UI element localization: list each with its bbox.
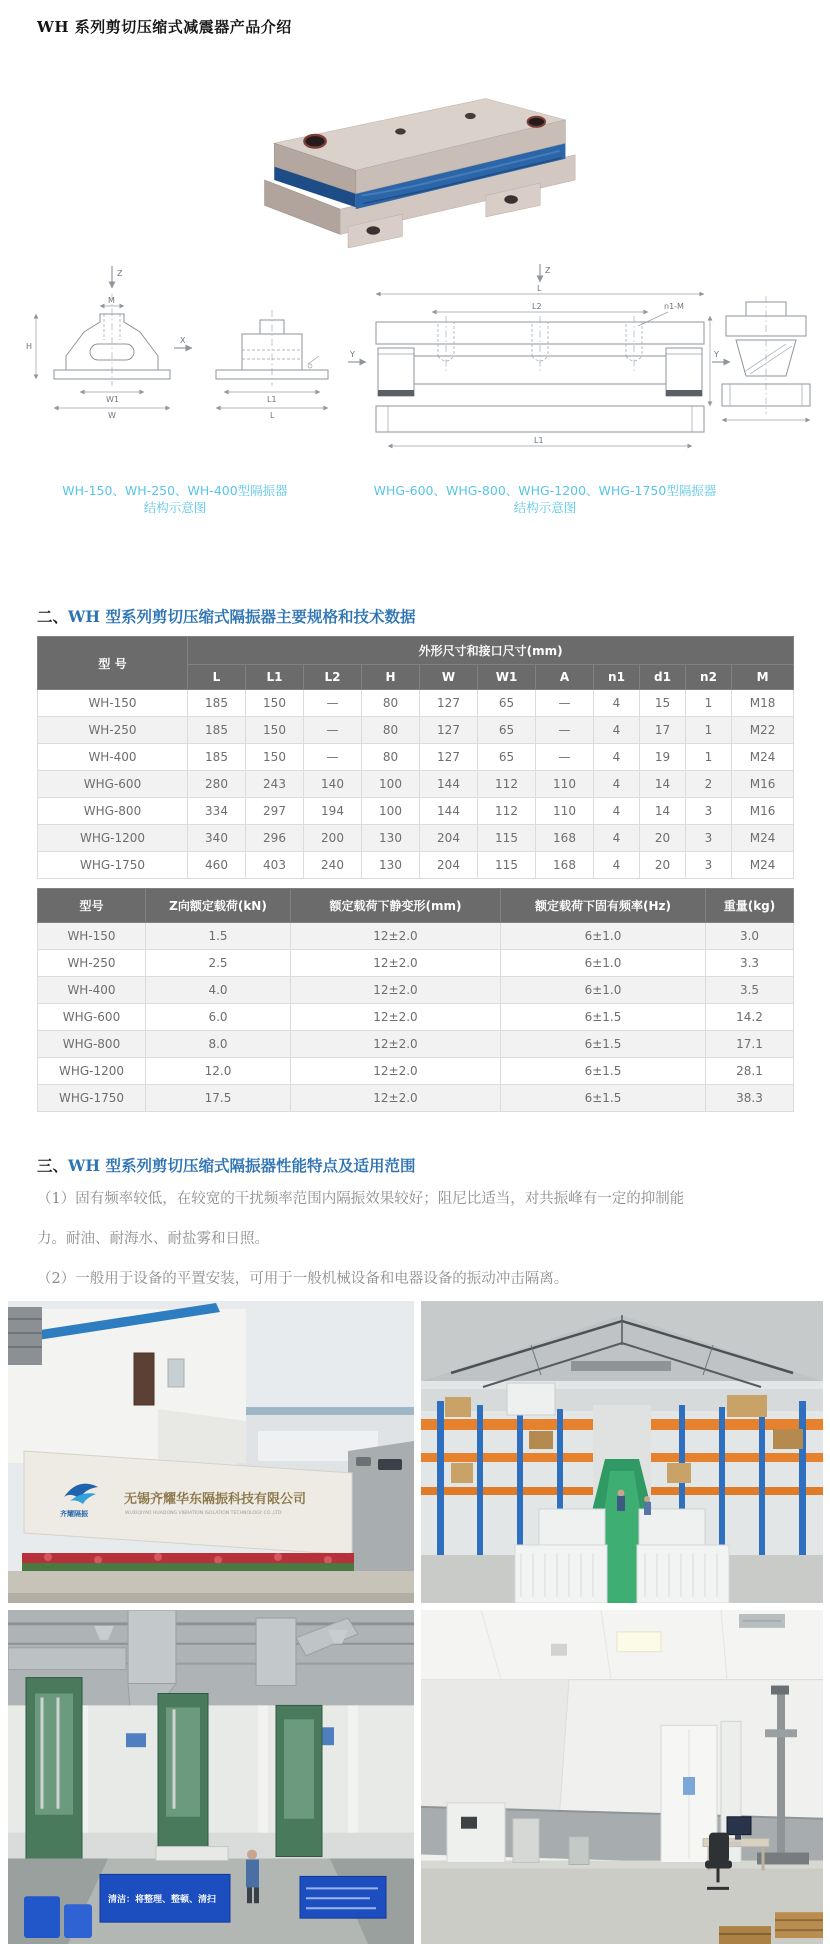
value-cell: 12±2.0 bbox=[291, 977, 501, 1004]
model-cell: WH-250 bbox=[38, 950, 146, 977]
photo-test-lab bbox=[421, 1610, 823, 1944]
value-cell: 144 bbox=[420, 798, 478, 825]
caption-line-2: 结构示意图 bbox=[20, 499, 330, 516]
model-cell: WHG-1200 bbox=[38, 825, 188, 852]
value-cell: M22 bbox=[732, 717, 794, 744]
dimension-column-header: n2 bbox=[686, 665, 732, 690]
value-cell: 6±1.0 bbox=[501, 923, 706, 950]
value-cell: 297 bbox=[246, 798, 304, 825]
value-cell: 4 bbox=[594, 825, 640, 852]
dimension-column-header: n1 bbox=[594, 665, 640, 690]
value-cell: 38.3 bbox=[706, 1085, 794, 1112]
value-cell: 12±2.0 bbox=[291, 1004, 501, 1031]
axis-y-label: Y bbox=[349, 350, 355, 359]
value-cell: 12±2.0 bbox=[291, 950, 501, 977]
value-cell: 127 bbox=[420, 717, 478, 744]
value-cell: 115 bbox=[478, 852, 536, 879]
table-row bbox=[38, 744, 794, 771]
value-cell: 110 bbox=[536, 771, 594, 798]
value-cell: 17.5 bbox=[146, 1085, 291, 1112]
model-cell: WHG-600 bbox=[38, 1004, 146, 1031]
model-cell: WHG-800 bbox=[38, 798, 188, 825]
dimension-column-header: d1 bbox=[640, 665, 686, 690]
dim-l-label: L bbox=[537, 284, 542, 293]
warehouse-image bbox=[421, 1301, 823, 1603]
value-cell: 3 bbox=[686, 852, 732, 879]
dimension-column-header: H bbox=[362, 665, 420, 690]
value-cell: 4.0 bbox=[146, 977, 291, 1004]
value-cell: — bbox=[304, 717, 362, 744]
photo-company-entrance bbox=[8, 1301, 414, 1603]
value-cell: 6±1.5 bbox=[501, 1058, 706, 1085]
caption-line-1: WH-150、WH-250、WH-400型隔振器 bbox=[20, 482, 330, 499]
value-cell: M18 bbox=[732, 690, 794, 717]
table-row bbox=[38, 1085, 794, 1112]
value-cell: 115 bbox=[478, 825, 536, 852]
drawing-captions bbox=[20, 482, 830, 516]
section-2-heading bbox=[37, 606, 830, 628]
thread-spec-label: n1-M bbox=[664, 302, 684, 311]
value-cell: 20 bbox=[640, 852, 686, 879]
value-cell: 3.3 bbox=[706, 950, 794, 977]
value-cell: — bbox=[536, 717, 594, 744]
axis-x-label: X bbox=[180, 336, 186, 345]
model-cell: WH-400 bbox=[38, 744, 188, 771]
model-cell: WHG-1750 bbox=[38, 852, 188, 879]
value-cell: 4 bbox=[594, 852, 640, 879]
value-cell: 4 bbox=[594, 798, 640, 825]
dim-l-label: L bbox=[270, 411, 275, 420]
value-cell: 12±2.0 bbox=[291, 1085, 501, 1112]
lab-ceiling bbox=[421, 1610, 823, 1680]
table-row bbox=[38, 798, 794, 825]
axis-y-label: Y bbox=[713, 350, 719, 359]
value-cell: 112 bbox=[478, 798, 536, 825]
value-cell: 80 bbox=[362, 690, 420, 717]
value-cell: 28.1 bbox=[706, 1058, 794, 1085]
value-cell: 6±1.0 bbox=[501, 977, 706, 1004]
value-cell: M16 bbox=[732, 771, 794, 798]
model-cell: WH-150 bbox=[38, 690, 188, 717]
model-cell: WH-400 bbox=[38, 977, 146, 1004]
value-cell: 12.0 bbox=[146, 1058, 291, 1085]
model-cell: WH-250 bbox=[38, 717, 188, 744]
load-column-header: 型号 bbox=[38, 889, 146, 923]
value-cell: 14 bbox=[640, 771, 686, 798]
load-data-table bbox=[37, 888, 794, 1112]
value-cell: 1 bbox=[686, 690, 732, 717]
table-row bbox=[38, 977, 794, 1004]
value-cell: 194 bbox=[304, 798, 362, 825]
load-column-header: 额定载荷下固有频率(Hz) bbox=[501, 889, 706, 923]
value-cell: 168 bbox=[536, 852, 594, 879]
value-cell: 12±2.0 bbox=[291, 1058, 501, 1085]
value-cell: 150 bbox=[246, 744, 304, 771]
section-title: WH 型系列剪切压缩式隔振器性能特点及适用范围 bbox=[68, 1156, 415, 1175]
company-sign-text-en: WUXIQIYAO HUADONG VIBRATION ISOLATION TECHNOLOGY CO.,LTD bbox=[125, 1510, 282, 1516]
value-cell: 80 bbox=[362, 717, 420, 744]
caption-wh-models bbox=[20, 482, 330, 516]
table-row bbox=[38, 771, 794, 798]
value-cell: 296 bbox=[246, 825, 304, 852]
model-cell: WHG-800 bbox=[38, 1031, 146, 1058]
value-cell: 65 bbox=[478, 744, 536, 771]
value-cell: 8.0 bbox=[146, 1031, 291, 1058]
dim-l2-label: L2 bbox=[532, 302, 542, 311]
wh-side-view-drawing bbox=[216, 310, 328, 420]
value-cell: 17.1 bbox=[706, 1031, 794, 1058]
value-cell: 112 bbox=[478, 771, 536, 798]
value-cell: 150 bbox=[246, 717, 304, 744]
value-cell: 3.0 bbox=[706, 923, 794, 950]
dimension-column-header: L1 bbox=[246, 665, 304, 690]
value-cell: 100 bbox=[362, 798, 420, 825]
model-column-header: 型 号 bbox=[38, 637, 188, 690]
dim-h-label: H bbox=[26, 342, 32, 351]
warehouse-roof bbox=[421, 1301, 823, 1387]
value-cell: 2.5 bbox=[146, 950, 291, 977]
value-cell: 185 bbox=[188, 717, 246, 744]
table-row bbox=[38, 717, 794, 744]
value-cell: 6±1.5 bbox=[501, 1085, 706, 1112]
dim-m-label: M bbox=[108, 296, 115, 305]
value-cell: 6±1.5 bbox=[501, 1004, 706, 1031]
dimension-column-header: W bbox=[420, 665, 478, 690]
value-cell: — bbox=[536, 744, 594, 771]
value-cell: 1 bbox=[686, 717, 732, 744]
value-cell: 4 bbox=[594, 771, 640, 798]
axis-z-label: Z bbox=[545, 266, 551, 275]
whg-end-view-drawing bbox=[710, 296, 810, 420]
value-cell: 65 bbox=[478, 717, 536, 744]
value-cell: — bbox=[536, 690, 594, 717]
value-cell: M24 bbox=[732, 852, 794, 879]
company-sign-text: 无锡齐耀华东隔振科技有限公司 bbox=[124, 1491, 306, 1507]
value-cell: — bbox=[304, 744, 362, 771]
dimension-column-header: L bbox=[188, 665, 246, 690]
logo-text: 齐耀隔振 bbox=[60, 1509, 88, 1518]
value-cell: 4 bbox=[594, 744, 640, 771]
section-title: WH 型系列剪切压缩式隔振器主要规格和技术数据 bbox=[68, 607, 415, 626]
value-cell: 4 bbox=[594, 717, 640, 744]
company-entrance-image bbox=[8, 1301, 414, 1603]
value-cell: 334 bbox=[188, 798, 246, 825]
whg-front-view-drawing bbox=[348, 264, 730, 446]
table-row bbox=[38, 950, 794, 977]
office-building bbox=[8, 1303, 246, 1463]
value-cell: 3 bbox=[686, 825, 732, 852]
model-cell: WHG-1200 bbox=[38, 1058, 146, 1085]
value-cell: 243 bbox=[246, 771, 304, 798]
value-cell: 65 bbox=[478, 690, 536, 717]
section-3-heading bbox=[37, 1155, 830, 1177]
dim-l1-label: L1 bbox=[534, 436, 544, 445]
structure-drawings bbox=[20, 258, 812, 480]
section-number: 二、 bbox=[37, 607, 68, 626]
dimension-column-header: M bbox=[732, 665, 794, 690]
value-cell: 17 bbox=[640, 717, 686, 744]
value-cell: 204 bbox=[420, 825, 478, 852]
value-cell: M24 bbox=[732, 744, 794, 771]
dim-l1-label: L1 bbox=[267, 395, 277, 404]
paragraph-2: （2）一般用于设备的平置安装，可用于一般机械设备和电器设备的振动冲击隔离。 bbox=[37, 1259, 793, 1299]
value-cell: M16 bbox=[732, 798, 794, 825]
dim-w1-label: W1 bbox=[106, 395, 119, 404]
table-row bbox=[38, 852, 794, 879]
value-cell: 1.5 bbox=[146, 923, 291, 950]
caption-line-2: 结构示意图 bbox=[330, 499, 760, 516]
value-cell: 140 bbox=[304, 771, 362, 798]
product-photo-shock-absorber bbox=[250, 83, 580, 248]
value-cell: 460 bbox=[188, 852, 246, 879]
value-cell: 19 bbox=[640, 744, 686, 771]
value-cell: 150 bbox=[246, 690, 304, 717]
value-cell: 403 bbox=[246, 852, 304, 879]
factory-sign-text: 清洁：将整理、整顿、清扫 bbox=[108, 1893, 216, 1905]
value-cell: 127 bbox=[420, 744, 478, 771]
model-cell: WH-150 bbox=[38, 923, 146, 950]
value-cell: 6.0 bbox=[146, 1004, 291, 1031]
value-cell: 4 bbox=[594, 690, 640, 717]
dimension-column-header: A bbox=[536, 665, 594, 690]
test-lab-image bbox=[421, 1610, 823, 1944]
value-cell: 100 bbox=[362, 771, 420, 798]
axis-z-label: Z bbox=[117, 269, 123, 278]
value-cell: 204 bbox=[420, 852, 478, 879]
flower-bed bbox=[22, 1553, 354, 1571]
group-column-header: 外形尺寸和接口尺寸(mm) bbox=[188, 637, 794, 665]
paragraph-1-line-1: （1）固有频率较低，在较宽的干扰频率范围内隔振效果较好；阻尼比适当，对共振峰有一定的抑制能 bbox=[37, 1179, 793, 1219]
value-cell: 3 bbox=[686, 798, 732, 825]
model-cell: WHG-600 bbox=[38, 771, 188, 798]
factory-workshop-image bbox=[8, 1610, 414, 1944]
value-cell: 185 bbox=[188, 744, 246, 771]
value-cell: 80 bbox=[362, 744, 420, 771]
value-cell: 14 bbox=[640, 798, 686, 825]
value-cell: 130 bbox=[362, 825, 420, 852]
value-cell: 340 bbox=[188, 825, 246, 852]
press-machines bbox=[26, 1678, 322, 1861]
value-cell: 14.2 bbox=[706, 1004, 794, 1031]
value-cell: 144 bbox=[420, 771, 478, 798]
value-cell: 2 bbox=[686, 771, 732, 798]
table-row bbox=[38, 1004, 794, 1031]
value-cell: 127 bbox=[420, 690, 478, 717]
page-title: WH 系列剪切压缩式减震器产品介绍 bbox=[37, 18, 830, 37]
value-cell: M24 bbox=[732, 825, 794, 852]
dimension-column-header: W1 bbox=[478, 665, 536, 690]
value-cell: 20 bbox=[640, 825, 686, 852]
dimension-column-header: L2 bbox=[304, 665, 362, 690]
table-header-row bbox=[38, 889, 794, 923]
value-cell: 15 bbox=[640, 690, 686, 717]
value-cell: 6±1.0 bbox=[501, 950, 706, 977]
value-cell: 240 bbox=[304, 852, 362, 879]
value-cell: 12±2.0 bbox=[291, 923, 501, 950]
value-cell: — bbox=[304, 690, 362, 717]
table-row bbox=[38, 1058, 794, 1085]
value-cell: 12±2.0 bbox=[291, 1031, 501, 1058]
feature-paragraphs bbox=[37, 1179, 793, 1299]
product-photo-wrap bbox=[0, 83, 830, 248]
caption-whg-models bbox=[330, 482, 760, 516]
load-column-header: 额定载荷下静变形(mm) bbox=[291, 889, 501, 923]
value-cell: 185 bbox=[188, 690, 246, 717]
value-cell: 110 bbox=[536, 798, 594, 825]
value-cell: 3.5 bbox=[706, 977, 794, 1004]
dim-w-label: W bbox=[108, 411, 116, 420]
load-column-header: Z向额定载荷(kN) bbox=[146, 889, 291, 923]
photo-factory-workshop bbox=[8, 1610, 414, 1944]
value-cell: 6±1.5 bbox=[501, 1031, 706, 1058]
load-column-header: 重量(kg) bbox=[706, 889, 794, 923]
caption-line-1: WHG-600、WHG-800、WHG-1200、WHG-1750型隔振器 bbox=[330, 482, 760, 499]
value-cell: 200 bbox=[304, 825, 362, 852]
photo-warehouse bbox=[421, 1301, 823, 1603]
wh-front-view-drawing bbox=[26, 266, 192, 420]
section-number: 三、 bbox=[37, 1156, 68, 1175]
table-header-row bbox=[38, 637, 794, 665]
table-row bbox=[38, 923, 794, 950]
value-cell: 130 bbox=[362, 852, 420, 879]
value-cell: 1 bbox=[686, 744, 732, 771]
value-cell: 168 bbox=[536, 825, 594, 852]
model-cell: WHG-1750 bbox=[38, 1085, 146, 1112]
table-row bbox=[38, 825, 794, 852]
paragraph-1-line-2: 力。耐油、耐海水、耐盐雾和日照。 bbox=[37, 1219, 793, 1259]
value-cell: 280 bbox=[188, 771, 246, 798]
photo-grid bbox=[8, 1301, 823, 1944]
table-row bbox=[38, 690, 794, 717]
dimensions-table bbox=[37, 636, 794, 879]
table-row bbox=[38, 1031, 794, 1058]
